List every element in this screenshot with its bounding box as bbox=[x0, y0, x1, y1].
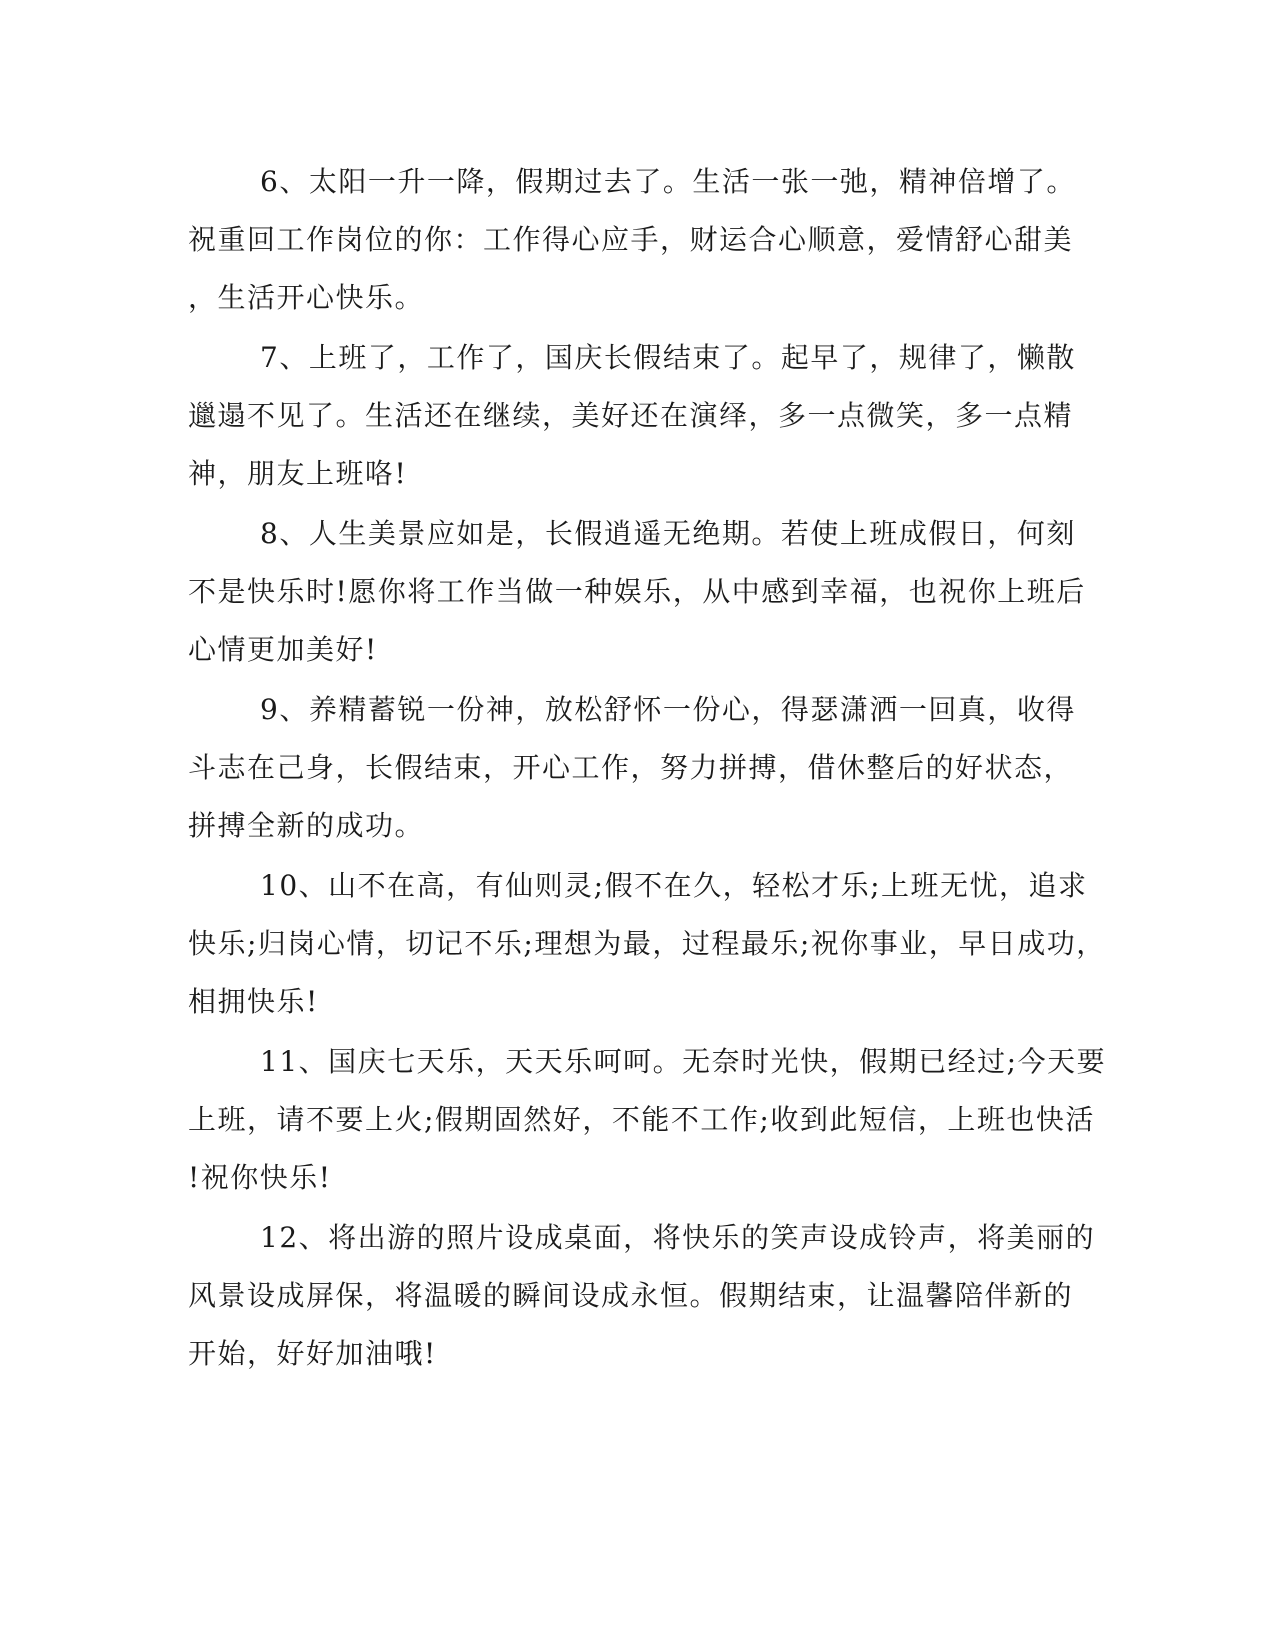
paragraph-line: 心情更加美好! bbox=[188, 633, 378, 666]
paragraph-line: 8、人生美景应如是，长假逍遥无绝期。若使上班成假日，何刻 bbox=[260, 517, 1076, 550]
paragraph-line: 快乐;归岗心情，切记不乐;理想为最，过程最乐;祝你事业，早日成功， bbox=[188, 927, 1106, 960]
paragraph-line: 10、山不在高，有仙则灵;假不在久，轻松才乐;上班无忧，追求 bbox=[260, 869, 1088, 902]
paragraph-line: 斗志在己身，长假结束，开心工作，努力拼搏，借休整后的好状态， bbox=[188, 751, 1074, 784]
paragraph-line: 6、太阳一升一降，假期过去了。生活一张一弛，精神倍增了。 bbox=[260, 165, 1076, 198]
paragraph-line: 开始，好好加油哦! bbox=[188, 1337, 437, 1370]
paragraph-line: !祝你快乐! bbox=[188, 1161, 332, 1194]
paragraph-line: 12、将出游的照片设成桌面，将快乐的笑声设成铃声，将美丽的 bbox=[260, 1221, 1096, 1254]
paragraph-line: 7、上班了，工作了，国庆长假结束了。起早了，规律了，懒散 bbox=[260, 341, 1076, 374]
paragraph-line: 拼搏全新的成功。 bbox=[188, 809, 425, 842]
paragraph-line: 9、养精蓄锐一份神，放松舒怀一份心，得瑟潇洒一回真，收得 bbox=[260, 693, 1076, 726]
paragraph-line: 祝重回工作岗位的你：工作得心应手，财运合心顺意，爱情舒心甜美 bbox=[188, 223, 1074, 256]
paragraph-line: 相拥快乐! bbox=[188, 985, 319, 1018]
paragraph-line: 上班，请不要上火;假期固然好，不能不工作;收到此短信，上班也快活 bbox=[188, 1103, 1095, 1136]
paragraph-line: ，生活开心快乐。 bbox=[188, 281, 425, 314]
paragraph-line: 11、国庆七天乐，天天乐呵呵。无奈时光快，假期已经过;今天要 bbox=[260, 1045, 1107, 1078]
paragraph-line: 邋遢不见了。生活还在继续，美好还在演绎，多一点微笑，多一点精 bbox=[188, 399, 1074, 432]
paragraph-line: 不是快乐时!愿你将工作当做一种娱乐，从中感到幸福，也祝你上班后 bbox=[188, 575, 1086, 608]
paragraph-line: 神，朋友上班咯! bbox=[188, 457, 408, 490]
paragraph-line: 风景设成屏保，将温暖的瞬间设成永恒。假期结束，让温馨陪伴新的 bbox=[188, 1279, 1074, 1312]
